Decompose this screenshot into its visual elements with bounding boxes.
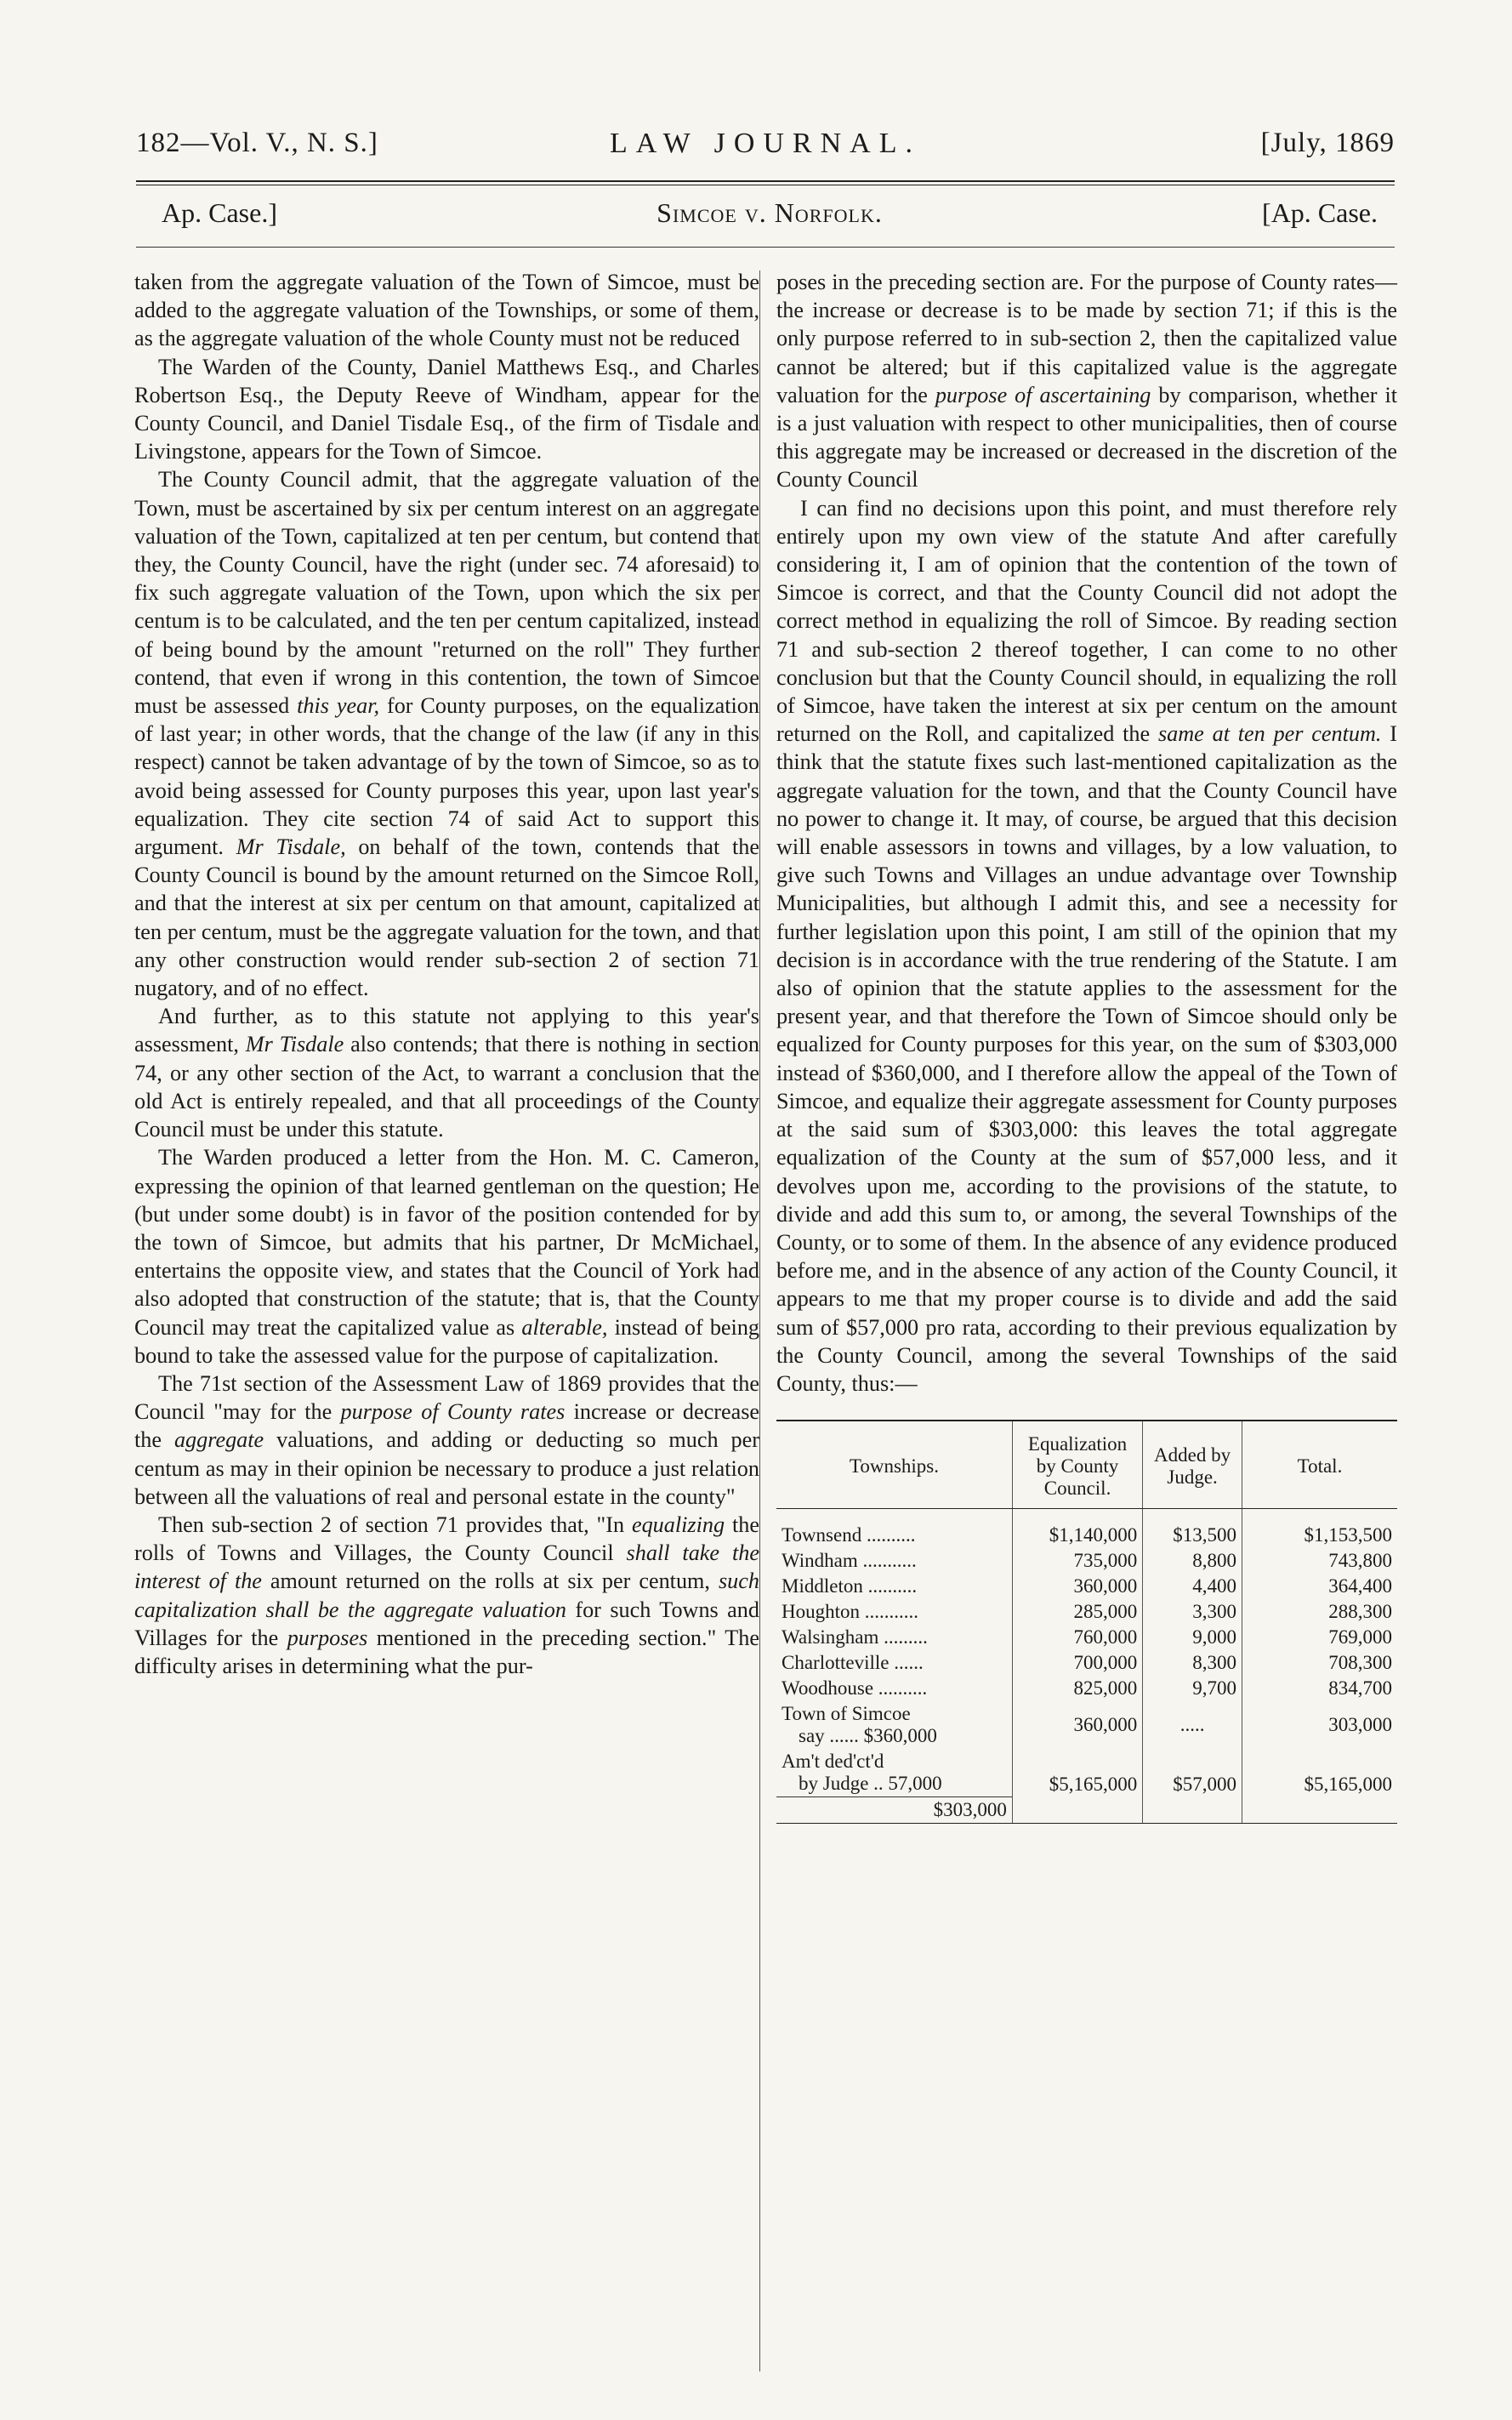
col-header-townships: Townships. — [776, 1421, 1012, 1509]
column-divider — [759, 270, 760, 2372]
case-header-rule — [136, 247, 1395, 248]
table-row: Townsend .......... $1,140,000 $13,500 $1,153,500 — [776, 1509, 1397, 1549]
col-header-total: Total. — [1242, 1421, 1397, 1509]
net-simcoe: $303,000 — [776, 1797, 1012, 1824]
case-type-left: Ap. Case.] — [162, 197, 277, 228]
paragraph: The Warden of the County, Daniel Matthews Esq., and Charles Robertson Esq., the Deputy Reeve of Windham, appear for the County Council, and Daniel Tisdale Esq., of the firm of Tisdale and Livingstone, appears for the Town of Simcoe. — [134, 354, 759, 464]
running-head — [136, 128, 1395, 170]
paragraph: I can find no decisions upon this point, and must therefore rely entirely upon my own view of the statute And after carefully considering it, I am of opinion that the contention of the town of Simcoe is correct, and that the County Council did not adopt the correct method in equalizing the roll of Simcoe. By reading section 71 and sub-section 2 thereof together, I can come to no other conclusion but that the County Council should, in equalizing the roll of Simcoe, have taken the interest at six per centum on the amount returned on the Roll, and capitalized the same at ten per centum. I think that the statute fixes such last-mentioned capitalization as the aggregate valuation for the town, and that the County Council have no power to change it. It may, of course, be argued that this decision will enable assessors in towns and villages, by a low valuation, to give such Towns and Villages an undue advantage over Township Municipalities, but although I admit this, and see a necessity for further legislation upon this point, I am still of the opinion that my decision is in accordance with the true rendering of the Statute. I am also of opinion that the statute applies to the assessment for the present year, and that therefore the Town of Simcoe should only be equalized for County purposes for this year, on the sum of $303,000 instead of $360,000, and I therefore allow the appeal of the Town of Simcoe, and equalize their aggregate assessment for County purposes at the said sum of $303,000: this leaves the total aggregate equalization of the County at the sum of $57,000 less, and it devolves upon me, according to the provisions of the statute, to divide and add this sum to, or among, the several Townships of the County, or to some of them. In the absence of any evidence produced before me, and in the absence of any action of the County Council, it appears to me that my proper course is to divide and add the said sum of $57,000 pro rata, according to their previous equalization by the County Council, among the several Townships of the said County, thus:— — [776, 495, 1397, 1396]
simcoe-say: say ...... $360,000 — [799, 1725, 937, 1747]
case-type-right: [Ap. Case. — [1262, 197, 1378, 228]
amount-deducted-label: Am't ded'ct'd — [782, 1751, 884, 1773]
col-header-equalization: Equalization by County Council. — [1012, 1421, 1142, 1509]
case-header — [162, 197, 1378, 231]
paragraph: taken from the aggregate valuation of the Town of Simcoe, must be added to the aggregate valuation of the Townships, or some of them, as the aggregate valuation of the whole County must not be reduced — [134, 270, 759, 351]
total-added: $57,000 — [1143, 1749, 1242, 1797]
table-row-net — [776, 1797, 1397, 1824]
total-equalization: $5,165,000 — [1012, 1749, 1142, 1797]
header-rule — [136, 180, 1395, 185]
issue-date: [July, 1869 — [1260, 128, 1395, 158]
townships-table-block — [776, 1420, 1397, 1824]
case-title: Simcoe v. Norfolk. — [657, 197, 883, 228]
col-header-added: Added by Judge. — [1143, 1421, 1242, 1509]
paragraph: Then sub-section 2 of section 71 provides that, "In equalizing the rolls of Towns and Villages, the County Council shall take the interest of the amount returned on the rolls at six per centum, such capitalization shall be the aggregate valuation for such Towns and Villages for the purposes mentioned in the preceding section." The difficulty arises in determining what the pur- — [134, 1512, 759, 1678]
table-bottom-rule — [776, 1823, 1397, 1824]
right-column — [776, 268, 1397, 1824]
table-row-deducted — [776, 1749, 1397, 1797]
paragraph: The Warden produced a letter from the Hon. M. C. Cameron, expressing the opinion of that learned gentleman on the question; He (but under some doubt) is in favor of the position contended for by the town of Simcoe, but admits that his partner, Dr McMichael, entertains the opposite view, and states that the Council of York had also adopted that construction of the statute; that is, that the County Council may treat the capitalized value as alterable, instead of being bound to take the assessed value for the purpose of capitalization. — [134, 1145, 760, 1368]
paragraph: The 71st section of the Assessment Law of 1869 provides that the Council "may for the purpose of County rates increase or decrease the aggregate valuations, and adding or deducting so much per centum as may in their opinion be necessary to produce a just relation between all the valuations of real and personal estate in the county" — [134, 1370, 760, 1509]
left-column — [134, 268, 759, 1680]
table-row: Woodhouse .......... 825,000 9,700 834,700 — [776, 1676, 1397, 1701]
page-volume-label: 182—Vol. V., N. S.] — [136, 128, 378, 158]
table-row-simcoe: Town of Simcoe say ...... $360,000 360,000 ..... 303,000 — [776, 1701, 1397, 1749]
simcoe-label: Town of Simcoe — [782, 1703, 911, 1725]
table-row: Walsingham ......... 760,000 9,000 769,000 — [776, 1625, 1397, 1650]
paragraph: The County Council admit, that the aggregate valuation of the Town, must be ascertained by six per centum interest on an aggregate valuation of the Town, capitalized at ten per centum, but contend that they, the County Council, have the right (under sec. 74 aforesaid) to fix such aggregate valuation of the Town, upon which the six per centum is to be calculated, and the ten per centum capitalized, instead of being bound by the amount "returned on the roll" They further contend, that even if wrong in this contention, the town of Simcoe must be assessed this year, for County purposes, on the equalization of last year; in other words, that the change of the law (if any in this respect) cannot be taken advantage of by the town of Simcoe, so as to avoid being assessed for County purposes this year, upon last year's equalization. They cite section 74 of said Act to support this argument. Mr Tisdale, on behalf of the town, contends that the County Council is bound by the amount returned on the Simcoe Roll, and that the interest at six per centum on that amount, capitalized at ten per centum, must be the aggregate valuation for the town, and that any other construction would render sub-section 2 of section 71 nugatory, and of no effect. — [134, 467, 759, 1001]
paragraph: poses in the preceding section are. For the purpose of County rates—the increase or decrease is to be made by section 71; if this is the only purpose referred to in sub-section 2, then the capitalized value cannot be altered; but if this capitalized value is the aggregate valuation for the purpose of ascertaining by comparison, whether it is a just valuation with respect to other municipalities, then of course this aggregate may be increased or decreased in the discretion of the County Council — [776, 270, 1397, 493]
grand-total: $5,165,000 — [1242, 1749, 1397, 1797]
amount-by-judge: by Judge .. 57,000 — [799, 1773, 942, 1795]
table-row: Charlotteville ...... 700,000 8,300 708,300 — [776, 1650, 1397, 1676]
table-row: Houghton ........... 285,000 3,300 288,300 — [776, 1599, 1397, 1625]
paragraph: And further, as to this statute not applying to this year's assessment, Mr Tisdale also contends; that there is nothing in section 74, or any other section of the Act, to warrant a conclusion that the old Act is entirely repealed, and that all proceedings of the County Council must be under this statute. — [134, 1004, 759, 1142]
table-row: Windham ........... 735,000 8,800 743,800 — [776, 1548, 1397, 1574]
table-row: Middleton .......... 360,000 4,400 364,400 — [776, 1574, 1397, 1599]
journal-title: LAW JOURNAL. — [610, 128, 921, 159]
townships-table — [776, 1420, 1397, 1823]
